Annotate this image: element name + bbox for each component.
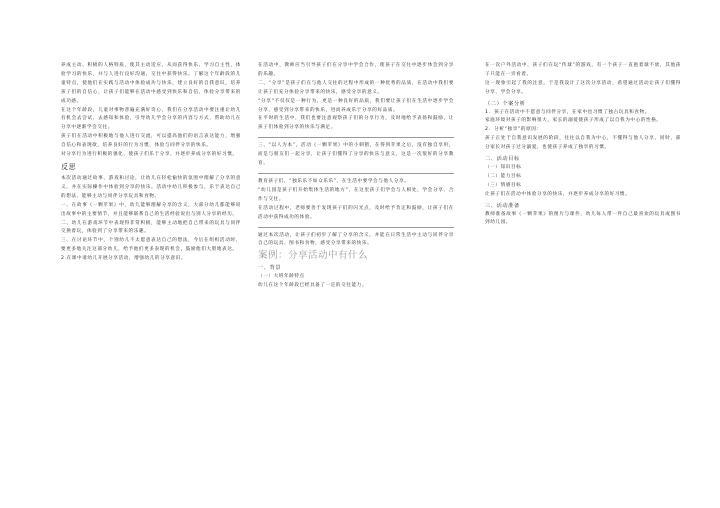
paragraph: 三、在讨论环节中，个别幼儿不太愿意表达自己的想法，今后在组织活动时，要更多地关注这部分幼儿，给予他们更多表现的机会，鼓励他们大胆地表达。 xyxy=(61,238,241,253)
list-item: （一）知识目标 xyxy=(485,164,522,170)
paragraph: 在活动中，教师应当引导孩子们在分享中学会合作，使孩子在交往中逐步体会到分享的乐趣。 xyxy=(258,63,454,77)
paragraph: 二、幼儿在游戏环节中表现得非常积极，能够主动地把自己带来的玩具与同伴交换着玩，体验到了分享带来的乐趣。 xyxy=(61,220,241,235)
list-item: （二）能力目标 xyxy=(485,173,522,179)
sub-heading: （一）大班年龄特点 xyxy=(258,274,305,280)
paragraph: 一、在故事《一颗苹果》中，幼儿能够理解分享的含义，大部分幼儿都能够说出故事中的主要情节，并且能够联系自己的生活经验说出与别人分享的经历。 xyxy=(61,202,241,217)
divider xyxy=(258,137,454,138)
paragraph: 教师准备故事《一颗苹果》的图片与课件，幼儿每人带一件自己最喜欢的玩具或图书到幼儿园。 xyxy=(485,211,681,226)
paragraph: 家庭环境对孩子的影响很大，家长的溺爱使孩子形成了以自我为中心的性格。 xyxy=(485,118,662,124)
column-middle xyxy=(258,62,454,291)
section-heading: 二、活动目标 xyxy=(485,156,520,163)
section-heading: （二）个案分析 xyxy=(485,100,526,107)
list-item: （三）情感目标 xyxy=(485,182,522,188)
paragraph: 二、“分享”是孩子们在与他人交往的过程中形成的一种优秀的品质，在活动中我们要让孩子们充分体验分享带来的快乐，感受分享的意义。 xyxy=(258,80,454,95)
paragraph: 教育孩子们，“独乐乐不如众乐乐”，在生活中要学会与他人分享。 xyxy=(258,178,410,184)
paragraph: 孩子们在活动中积极地与他人进行交流，可以提高他们的语言表达能力，增强自信心和表现欲，培养良好的行为习惯，体验与同伴分享的快乐。 xyxy=(61,134,241,149)
paragraph: 2.在课中请幼儿开展分享活动，增强幼儿的分享意识。 xyxy=(61,256,187,262)
paragraph: 让孩子们在活动中体验分享的快乐，并逐步养成分享的好习惯。 xyxy=(485,191,631,197)
divider xyxy=(258,227,454,228)
paragraph: 幼儿在这个年龄段已经具备了一定的交往能力。 xyxy=(258,283,368,289)
paragraph: 这一现象引起了我的注意，于是我设计了这次分享活动，希望通过活动让孩子们懂得分享，学会分享。 xyxy=(485,80,681,95)
section-heading: 一、背景 xyxy=(258,265,282,272)
paragraph: “幼儿园是孩子们开始集体生活的地方”，在这里孩子们学会与人相处，学会分享、合作与交往。 xyxy=(258,187,454,202)
paragraph: 在活动过程中，老师要善于发现孩子们的闪光点，及时给予肯定和鼓励，让孩子们在活动中获得成功的体验。 xyxy=(258,205,454,220)
paragraph: 在这个年龄段，儿童对事物普遍充满好奇心，我们在分享活动中要注重让幼儿有机会去尝试、去感知和体验，引导幼儿学会分享的内容与方式，帮助幼儿在分享中逐渐学会交往。 xyxy=(61,107,241,131)
paragraph: 孩子正处于自我意识发展的阶段，往往以自我为中心，不懂得与他人分享。同时，部分家长对孩子过分溺爱，也使孩子养成了独享的习惯。 xyxy=(485,136,681,151)
paragraph: 1. 孩子在活动中不愿意与同伴分享，在家中也习惯了独占玩具和食物。 xyxy=(485,109,650,115)
paragraph: 2. 分析“独享”的原因： xyxy=(485,127,542,133)
case-title: 案例：分享活动中有什么 xyxy=(258,250,369,262)
section-heading: 反思 xyxy=(61,162,77,171)
section-heading: 三、活动准备 xyxy=(485,202,520,209)
column-left xyxy=(61,62,241,264)
paragraph: 三、“以人为本”，活动《一颗苹果》中的小刺猬，在得到苹果之后，没有独自享用，而是与朋友们一起分享，让孩子们懂得了分享的快乐与意义，这是一次很好的分享教育。 xyxy=(258,143,454,167)
paragraph: “分享”不仅仅是一种行为，更是一种良好的品质，我们要让孩子们在生活中逐步学会分享，感受到分享带来的快乐，进而养成乐于分享的好品质。 xyxy=(258,98,454,113)
paragraph: 养成主动、积极的人格特质，使其主动适应，从而获得快乐、学习自主性，体验学习的快乐，并与人进行良好沟通，交往中获得快乐。了解这个年龄段的儿童特点，使他们在实践与活动中体验成功与快乐，建立良好的自我意识，培养孩子们的自信心，让孩子们能够在活动中感受到快乐和自信，体验分享带来的成功感。 xyxy=(61,63,241,104)
paragraph: 在一次户外活动中，孩子们在玩“传球”的游戏，有一个孩子一直抱着球不放，其他孩子只能在一旁看着。 xyxy=(485,63,681,77)
paragraph: 通过本次活动，让孩子们初步了解了分享的含义，并能在日常生活中主动与同伴分享自己的玩具、图书和食物，感受分享带来的快乐。 xyxy=(258,232,454,247)
paragraph: 对分享行为进行积极的强化，使孩子们乐于分享，并逐步养成分享的好习惯。 xyxy=(61,152,238,158)
paragraph: 在平时的生活中，我们也要注意观察孩子们的分享行为，及时地给予表扬和鼓励，让孩子们体验到分享的快乐与满足。 xyxy=(258,116,454,131)
column-right xyxy=(485,62,681,228)
paragraph: 本次活动通过故事、游戏和讨论，让幼儿在轻松愉快的氛围中理解了分享的意义，并在实际操作中体验到分享的快乐。活动中幼儿积极参与，乐于表达自己的想法，能够主动与同伴分享玩具和食物。 xyxy=(61,175,241,199)
divider xyxy=(258,173,454,174)
